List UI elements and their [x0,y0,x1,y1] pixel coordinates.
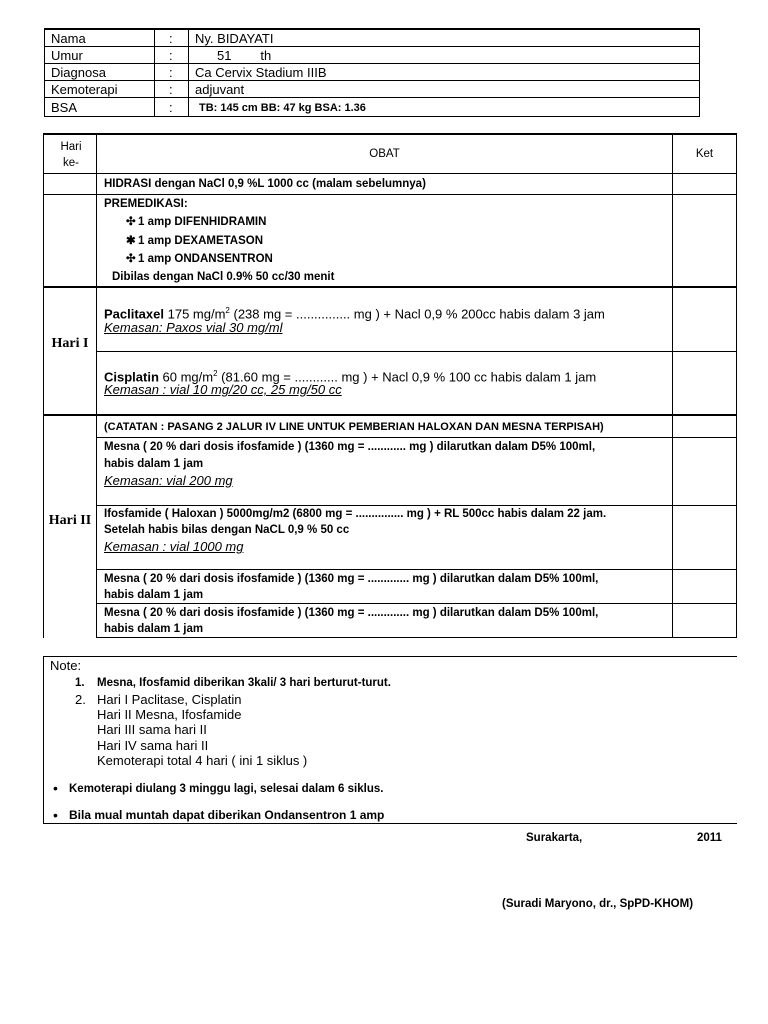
table-border [96,437,737,438]
note-item-2-line: Hari III sama hari II [97,722,207,737]
table-border [43,194,737,195]
info-value: 51 th [217,48,272,63]
ifosfamide-line: Ifosfamide ( Haloxan ) 5000mg/m2 (6800 mg = ............... mg ) + RL 500cc habis dalam 22 jam. [104,508,607,520]
info-sep: : [169,100,173,115]
info-value: Ca Cervix Stadium IIIB [195,65,327,80]
note-title: Note: [50,658,82,673]
note-item-1: Mesna, Ifosfamid diberikan 3kali/ 3 hari berturut-turut. [97,677,391,689]
table-border [96,133,97,638]
info-label: Kemoterapi [51,82,118,97]
drug-dose-sup: 2 [213,369,218,378]
premed-item [126,252,273,267]
note-border [43,656,737,657]
ifosfamide-line2: Setelah habis bilas dengan NaCL 0,9 % 50 cc [104,524,350,536]
premed-item [126,215,266,230]
premed-item [126,234,263,249]
mesna-2-line2: habis dalam 1 jam [104,589,204,601]
premed-item-text: 1 amp ONDANSENTRON [138,253,273,265]
info-label: Nama [51,31,86,46]
day-label-2: Hari II [48,513,92,528]
asterisk-icon: ✱ [126,235,136,247]
premed-item-text: 1 amp DIFENHIDRAMIN [138,216,267,228]
asterisk-icon: ✣ [126,253,136,265]
table-border [43,133,44,638]
info-sep: : [169,82,173,97]
info-row-kemoterapi [45,80,699,97]
table-border [96,603,737,604]
info-sep: : [169,65,173,80]
patient-info-table [44,28,700,117]
info-label: Diagnosa [51,65,106,80]
note-item-2-line: Hari I Paclitase, Cisplatin [97,692,242,707]
table-border [43,173,737,174]
mesna-1-line: Mesna ( 20 % dari dosis ifosfamide ) (1360 mg = ............ mg ) dilarutkan dalam D5% 100ml, [104,441,596,453]
note-bullet-2: Bila mual muntah dapat diberikan Ondansentron 1 amp [69,808,385,822]
asterisk-icon: ✣ [126,216,136,228]
catatan-text: (CATATAN : PASANG 2 JALUR IV LINE UNTUK PEMBERIAN HALOXAN DAN MESNA TERPISAH) [104,421,604,433]
premed-item-text: 1 amp DEXAMETASON [138,235,264,247]
bullet-icon: • [53,780,58,796]
info-row-bsa [45,97,699,117]
header-day: Hari ke- [60,141,82,169]
hidrasi-text: HIDRASI dengan NaCl 0,9 %L 1000 cc (malam sebelumnya) [104,178,426,190]
table-border [43,133,737,135]
info-value: Ny. BIDAYATI [195,31,274,46]
info-value: TB: 145 cm BB: 47 kg BSA: 1.36 [199,102,366,114]
premed-flush: Dibilas dengan NaCl 0.9% 50 cc/30 menit [112,271,335,283]
signature-doctor: (Suradi Maryono, dr., SpPD-KHOM) [502,898,694,910]
header-note: Ket [695,148,714,160]
paclitaxel-pack: Kemasan: Paxos vial 30 mg/ml [104,320,283,335]
drug-dose: 175 mg/m [164,306,226,322]
mesna-2-line: Mesna ( 20 % dari dosis ifosfamide ) (1360 mg = ............. mg ) dilarutkan dalam D5% 100ml, [104,573,599,585]
info-sep: : [169,48,173,63]
info-row-umur [45,46,699,63]
header-drug: OBAT [369,148,400,160]
table-border [43,414,737,416]
table-border [96,505,737,506]
signature-year: 2011 [697,832,722,844]
table-border [672,133,673,638]
drug-name: Cisplatin [104,369,159,385]
premed-title: PREMEDIKASI: [104,198,188,210]
table-border [96,637,737,638]
bullet-icon: • [53,807,58,823]
info-row-diagnosa [45,63,699,80]
signature-place: Surakarta, [526,832,583,844]
mesna-1-line2: habis dalam 1 jam [104,458,204,470]
note-item-2-line: Kemoterapi total 4 hari ( ini 1 siklus ) [97,753,308,768]
info-label: Umur [51,48,83,63]
info-label: BSA [51,100,78,115]
drug-dose: 60 mg/m [158,369,214,385]
info-row-nama [45,29,699,46]
note-border [43,656,44,823]
paclitaxel-line [104,303,605,321]
drug-dose-detail: (238 mg = ............... mg ) + Nacl 0,9 % 200cc habis dalam 3 jam [229,306,605,322]
note-bullet-1: Kemoterapi diulang 3 minggu lagi, selesai dalam 6 siklus. [69,783,384,795]
cisplatin-pack: Kemasan : vial 10 mg/20 cc, 25 mg/50 cc [104,382,342,397]
note-item-2-line: Hari IV sama hari II [97,738,209,753]
ifosfamide-pack: Kemasan : vial 1000 mg [104,539,244,554]
note-number: 2. [75,692,86,707]
info-value: adjuvant [195,82,245,97]
info-sep: : [169,31,173,46]
table-border [96,351,737,352]
drug-dose-detail: (81.60 mg = ............ mg ) + Nacl 0,9 % 100 cc habis dalam 1 jam [217,369,597,385]
note-item-2-line: Hari II Mesna, Ifosfamide [97,707,242,722]
drug-name: Paclitaxel [104,306,164,322]
table-border [96,569,737,570]
table-border [736,133,737,638]
mesna-3-line2: habis dalam 1 jam [104,623,204,635]
mesna-3-line: Mesna ( 20 % dari dosis ifosfamide ) (1360 mg = ............. mg ) dilarutkan dalam D5% 100ml, [104,607,599,619]
mesna-pack: Kemasan: vial 200 mg [104,473,233,488]
drug-dose-sup: 2 [225,306,230,315]
note-number: 1. [75,677,85,689]
table-border [43,286,737,288]
note-border [43,823,737,824]
day-label-1: Hari I [51,336,89,351]
